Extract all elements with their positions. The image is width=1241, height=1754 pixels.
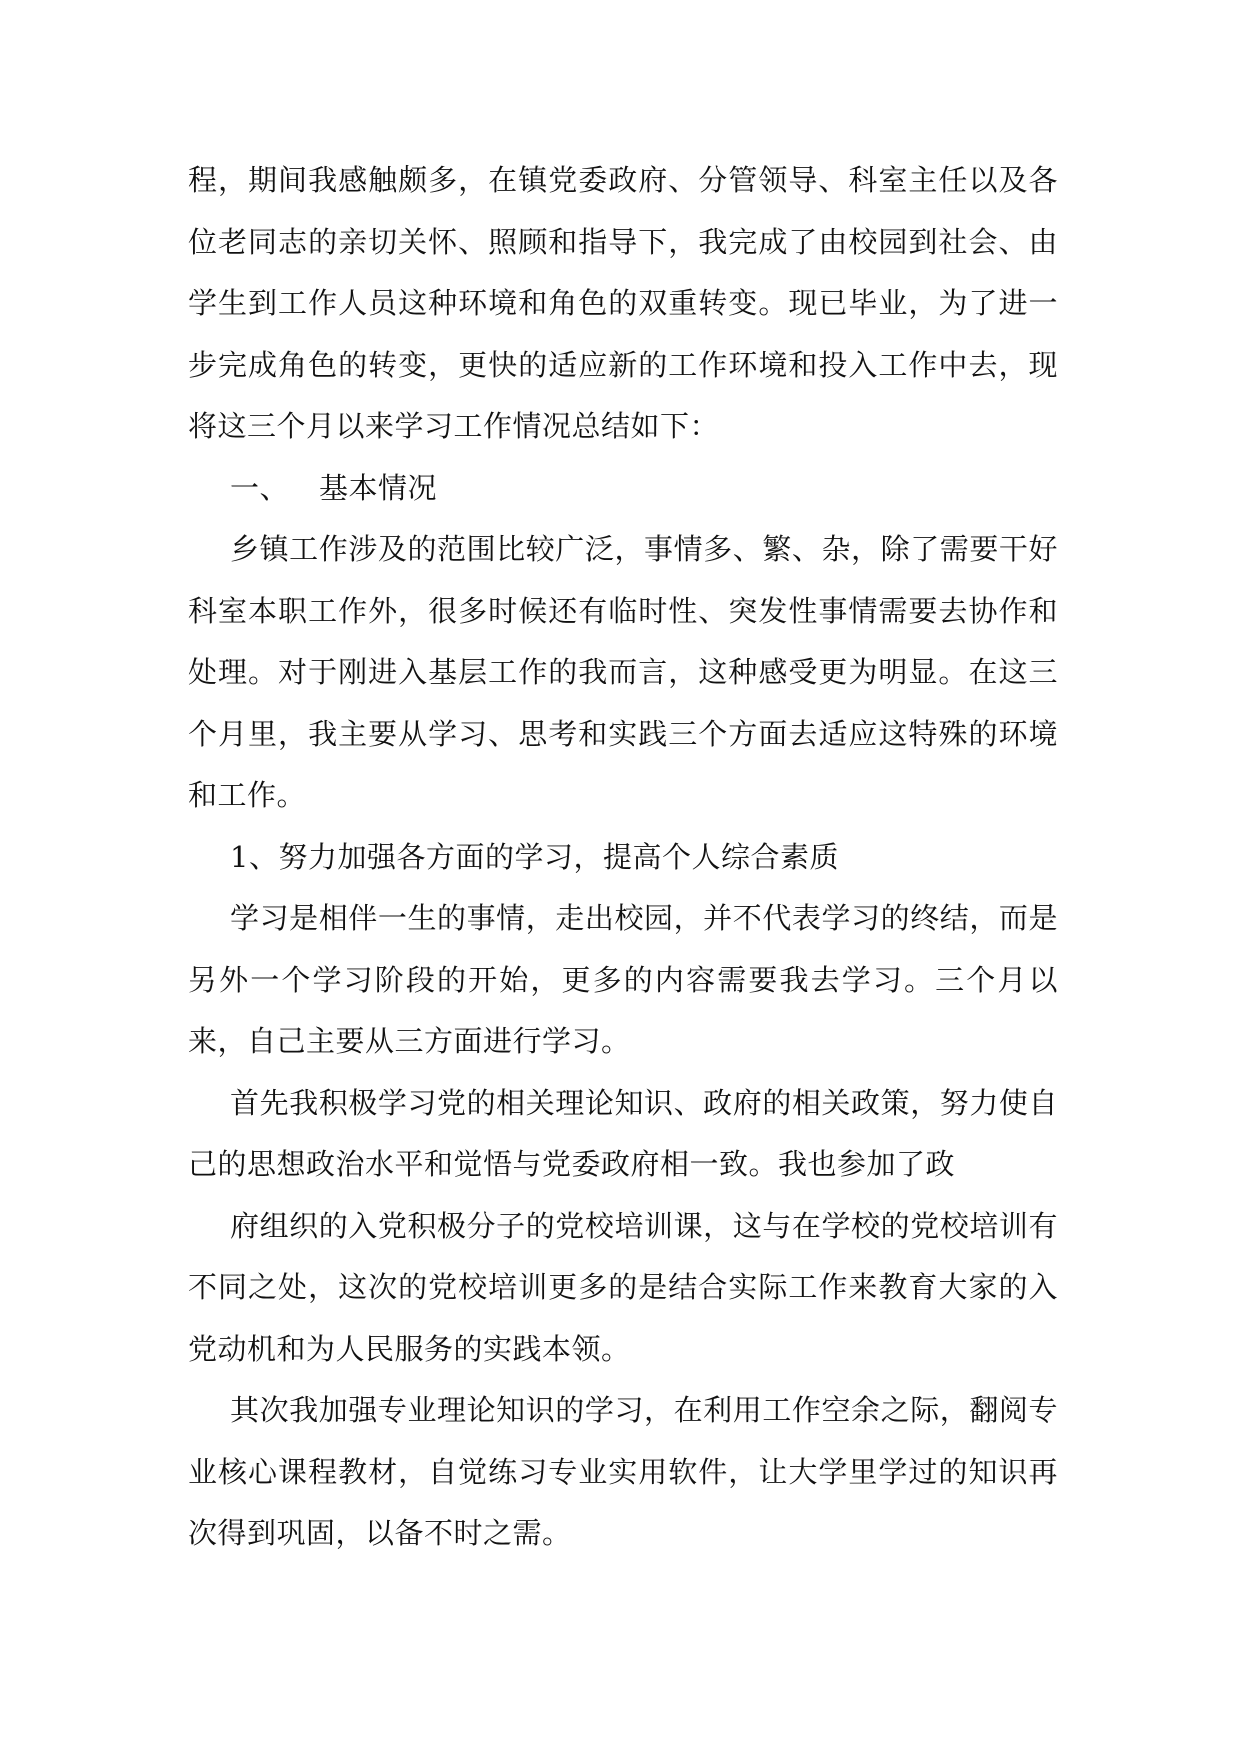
paragraph-lifelong-learning: 学习是相伴一生的事情，走出校园，并不代表学习的终结，而是另外一个学习阶段的开始，更多的内容需要我去学习。三个月以来，自己主要从三方面进行学习。 <box>188 901 1058 1058</box>
subheading-strengthen-learning: 1、努力加强各方面的学习，提高个人综合素质 <box>230 839 839 874</box>
section-title: 基本情况 <box>319 470 438 505</box>
paragraph-intro-continuation: 程，期间我感触颇多，在镇党委政府、分管领导、科室主任以及各位老同志的亲切关怀、照顾和指导下，我完成了由校园到社会、由学生到工作人员这种环境和角色的双重转变。现已毕业，为了进一步完成角色的转变，更快的适应新的工作环境和投入工作中去，现将这三个月以来学习工作情况总结如下： <box>188 163 1058 443</box>
paragraph-party-school-training: 府组织的入党积极分子的党校培训课，这与在学校的党校培训有不同之处，这次的党校培训更多的是结合实际工作来教育大家的入党动机和为人民服务的实践本领。 <box>188 1208 1058 1366</box>
section-number: 一、 <box>230 470 290 505</box>
section-heading-basic-situation <box>188 458 1058 520</box>
document-body <box>188 150 1058 1565</box>
paragraph-township-work: 乡镇工作涉及的范围比较广泛，事情多、繁、杂，除了需要干好科室本职工作外，很多时候还有临时性、突发性事情需要去协作和处理。对于刚进入基层工作的我而言，这种感受更为明显。在这三个月里，我主要从学习、思考和实践三个方面去适应这特殊的环境和工作。 <box>188 532 1058 812</box>
paragraph-professional-theory: 其次我加强专业理论知识的学习，在利用工作空余之际，翻阅专业核心课程教材，自觉练习专业实用软件，让大学里学过的知识再次得到巩固，以备不时之需。 <box>188 1393 1058 1550</box>
paragraph-party-theory: 首先我积极学习党的相关理论知识、政府的相关政策，努力使自己的思想政治水平和觉悟与党委政府相一致。我也参加了政 <box>188 1085 1058 1181</box>
